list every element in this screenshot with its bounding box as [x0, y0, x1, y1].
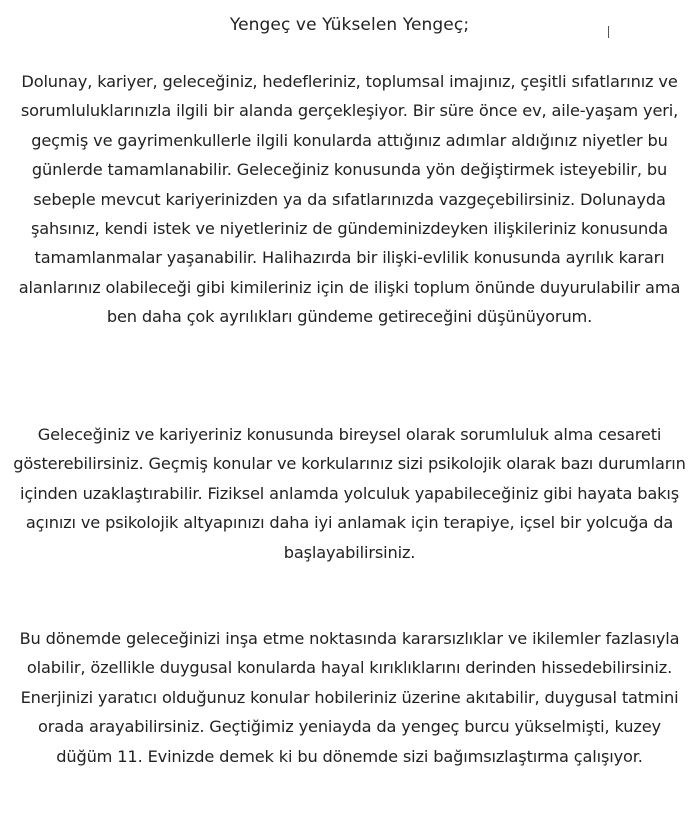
paragraph-dolunay: Dolunay, kariyer, geleceğiniz, hedefleriniz, toplumsal imajınız, çeşitli sıfatlarınız ve sorumluluklarınızla ilgili bir alanda gerçekleşiyor. Bir süre önce ev, aile-yaşam yeri, geçmiş ve gayrimenkullerle ilgili konularda attığınız adımlar aldığınız niyetler bu günlerde tamamlanabilir. Geleceğiniz konusunda yön değiştirmek isteyebilir, bu sebeple mevcut kariyerinizden ya da sıfatlarınızda vazgeçebilirsiniz. Dolunayda şahsınız, kendi istek ve niyetleriniz de gündeminizdeyken ilişkileriniz konusunda tamamlanmalar yaşanabilir. Halihazırda bir ilişki-evlilik konusunda ayrılık kararı alanlarınız olabileceği gibi kimileriniz için de ilişki toplum önünde duyurulabilir ama ben daha çok ayrılıkları gündeme getireceğini düşünüyorum. — [18, 72, 681, 327]
text-cursor-mark — [608, 26, 609, 38]
paragraph-kariyer: Geleceğiniz ve kariyeriniz konusunda bireysel olarak sorumluluk alma cesareti gösterebilirsiniz. Geçmiş konular ve korkularınız sizi psikolojik olarak bazı durumların içinden uzaklaştırabilir. Fiziksel anlamda yolculuk yapabileceğiniz gibi hayata bakış açınızı ve psikolojik altyapınızı daha iyi anlamak için terapiye, içsel bir yolcuğa da başlayabilirsiniz. — [13, 425, 686, 562]
paragraph-donem: Bu dönemde geleceğinizi inşa etme noktasında kararsızlıklar ve ikilemler fazlasıyla olabilir, özellikle duygusal konularda hayal kırıklıklarını derinden hissedebilirsiniz. Enerjinizi yaratıcı olduğunuz konular hobileriniz üzerine akıtabilir, duygusal tatmini orada arayabilirsiniz. Geçtiğimiz yeniayda da yengeç burcu yükselmişti, kuzey düğüm 11. Evinizde demek ki bu dönemde sizi bağımsızlaştırma çalışıyor. — [19, 629, 680, 766]
page-title: Yengeç ve Yükselen Yengeç; — [229, 15, 470, 35]
